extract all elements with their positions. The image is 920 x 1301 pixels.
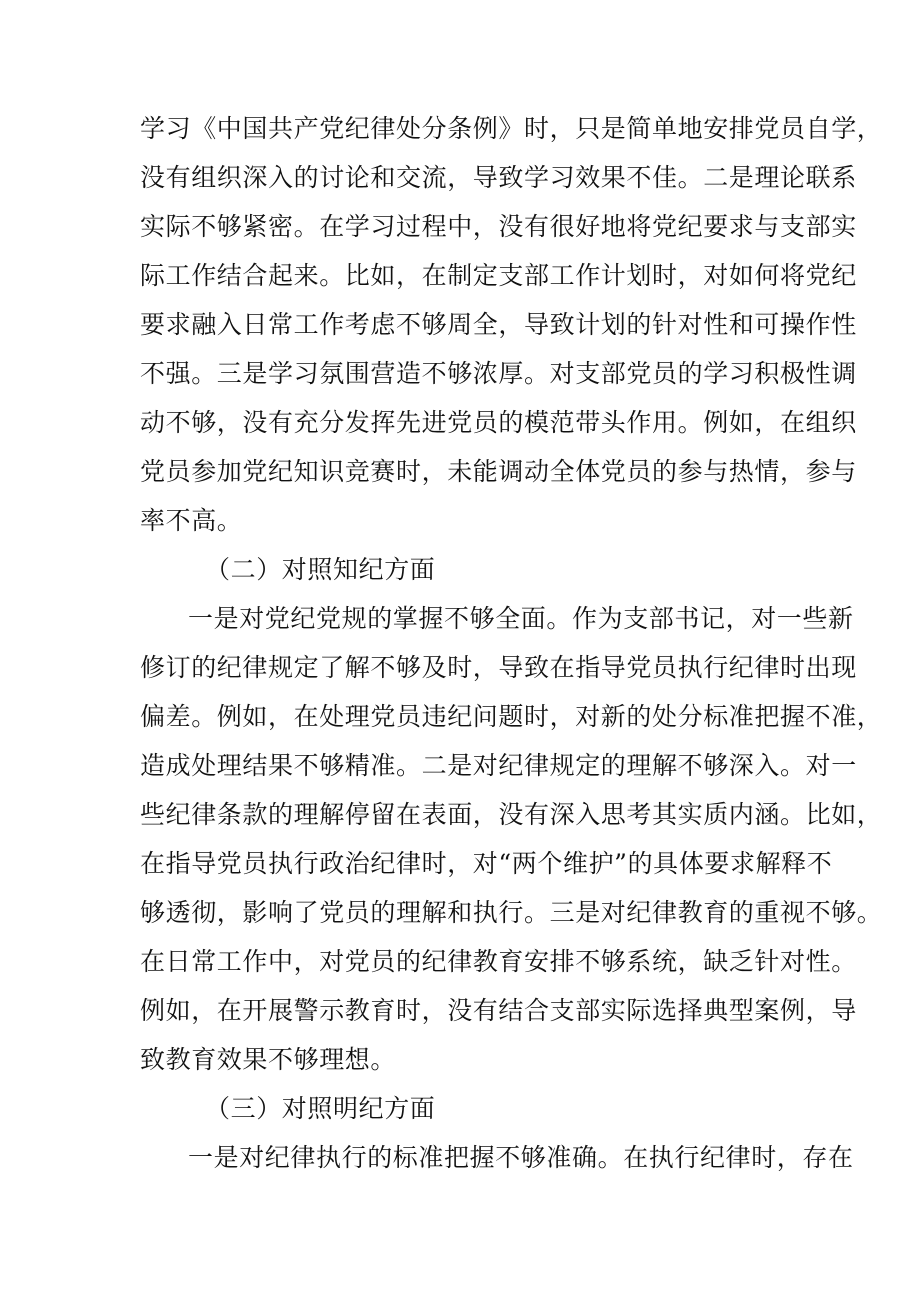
text-line: 实际不够紧密。在学习过程中，没有很好地将党纪要求与支部实 <box>140 212 857 241</box>
text-line: 在指导党员执行政治纪律时，对“两个维护”的具体要求解释不 <box>140 849 833 878</box>
text-line: 要求融入日常工作考虑不够周全，导致计划的针对性和可操作性 <box>140 310 857 339</box>
section-heading: （三）对照明纪方面 <box>205 1094 436 1123</box>
text-line: 动不够，没有充分发挥先进党员的模范带头作用。例如，在组织 <box>140 408 857 437</box>
text-line: 率不高。 <box>140 506 243 535</box>
text-line: 学习《中国共产党纪律处分条例》时，只是简单地安排党员自学， <box>140 114 883 143</box>
text-line: 致教育效果不够理想。 <box>140 1045 397 1074</box>
text-line: 党员参加党纪知识竞赛时，未能调动全体党员的参与热情，参与 <box>140 457 857 486</box>
text-line: 些纪律条款的理解停留在表面，没有深入思考其实质内涵。比如， <box>140 800 883 829</box>
text-line: 偏差。例如，在处理党员违纪问题时，对新的处分标准把握不准， <box>140 702 883 731</box>
text-line: 在日常工作中，对党员的纪律教育安排不够系统，缺乏针对性。 <box>140 947 857 976</box>
section-heading: （二）对照知纪方面 <box>205 555 436 584</box>
text-line: 不强。三是学习氛围营造不够浓厚。对支部党员的学习积极性调 <box>140 359 857 388</box>
text-line: 修订的纪律规定了解不够及时，导致在指导党员执行纪律时出现 <box>140 653 857 682</box>
text-line: 际工作结合起来。比如，在制定支部工作计划时，对如何将党纪 <box>140 261 857 290</box>
text-line: 没有组织深入的讨论和交流，导致学习效果不佳。二是理论联系 <box>140 163 857 192</box>
text-line: 够透彻，影响了党员的理解和执行。三是对纪律教育的重视不够。 <box>140 898 883 927</box>
text-line: 一是对党纪党规的掌握不够全面。作为支部书记，对一些新 <box>188 604 854 633</box>
text-line: 例如，在开展警示教育时，没有结合支部实际选择典型案例，导 <box>140 996 857 1025</box>
text-line: 造成处理结果不够精准。二是对纪律规定的理解不够深入。对一 <box>140 751 857 780</box>
text-line: 一是对纪律执行的标准把握不够准确。在执行纪律时，存在 <box>188 1143 854 1172</box>
